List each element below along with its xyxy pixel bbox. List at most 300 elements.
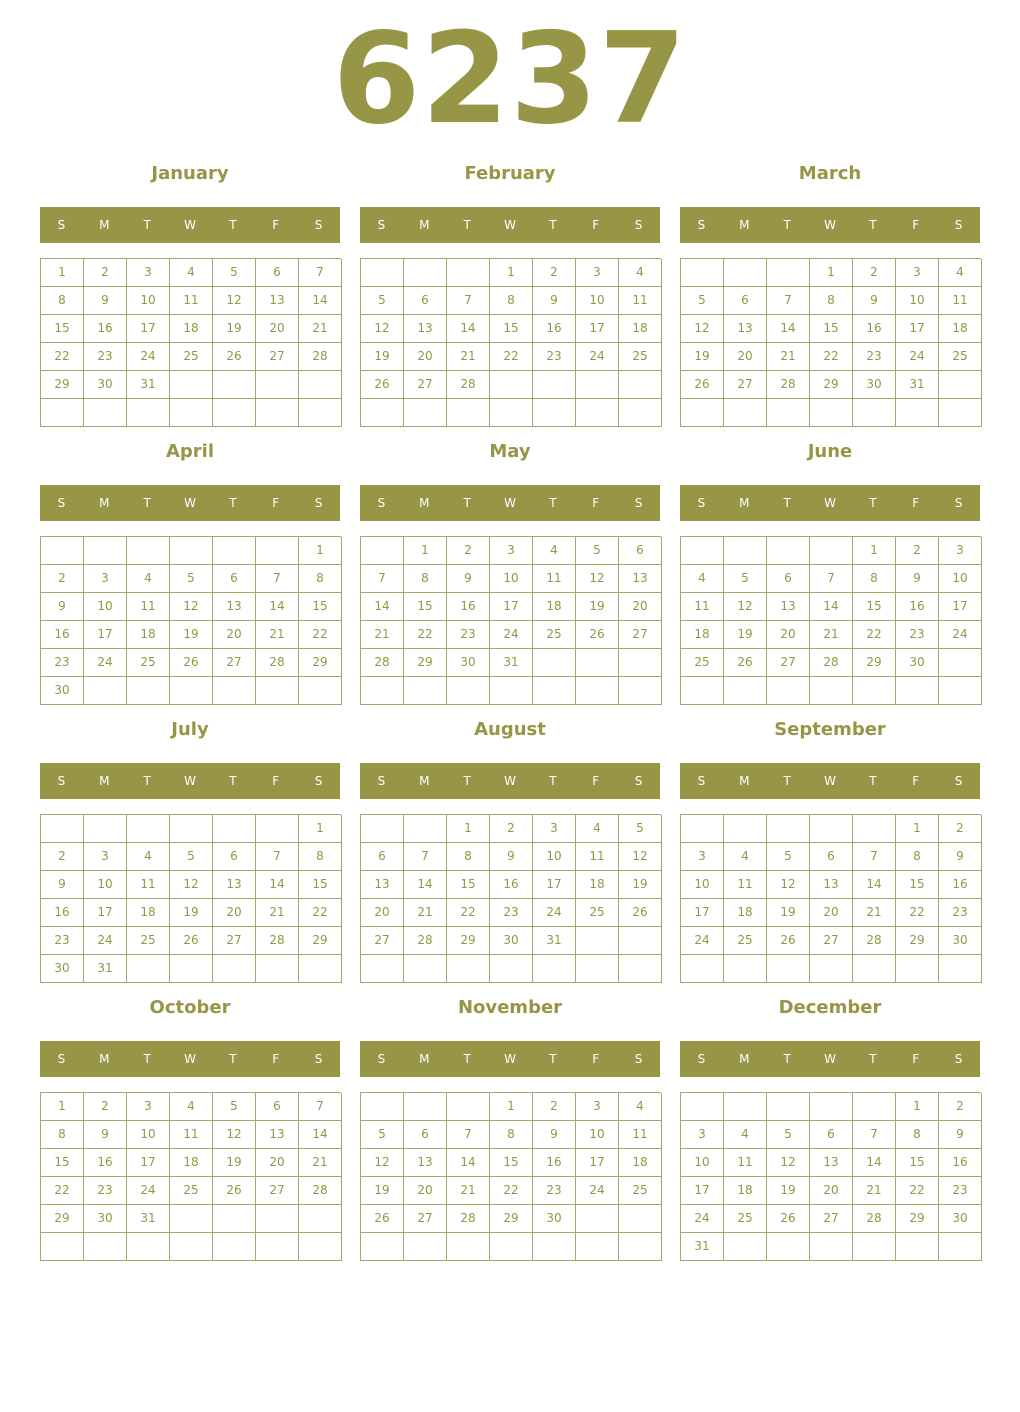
empty-day-cell [127,677,170,705]
empty-day-cell [170,815,213,843]
day-cell: 18 [127,899,170,927]
day-cell: 31 [681,1233,724,1261]
day-cell: 10 [127,1121,170,1149]
day-cell: 27 [724,371,767,399]
empty-day-cell [404,399,447,427]
day-cell: 26 [681,371,724,399]
month-name: November [457,997,563,1018]
day-cell: 24 [84,649,127,677]
day-cell: 10 [681,1149,724,1177]
month-name: August [474,719,546,740]
empty-day-cell [767,677,810,705]
day-cell: 4 [939,259,982,287]
empty-day-cell [939,649,982,677]
day-cell: 11 [533,565,576,593]
day-cell: 2 [84,1093,127,1121]
weekday-header [360,485,660,521]
weekday-label: S [697,1052,706,1066]
empty-day-cell [810,1093,853,1121]
day-cell: 27 [619,621,662,649]
empty-day-cell [724,955,767,983]
day-cell: 7 [767,287,810,315]
empty-day-cell [256,1233,299,1261]
day-cell: 30 [41,677,84,705]
day-cell: 13 [404,1149,447,1177]
empty-day-cell [213,537,256,565]
day-cell: 8 [41,1121,84,1149]
day-cell: 22 [41,343,84,371]
weekday-label: S [57,1052,66,1066]
day-cell: 14 [299,287,342,315]
empty-day-cell [84,1233,127,1261]
empty-day-cell [361,537,404,565]
day-cell: 11 [127,593,170,621]
day-cell: 20 [810,1177,853,1205]
empty-day-cell [767,815,810,843]
month-name: September [774,719,886,740]
empty-day-cell [170,1233,213,1261]
weekday-label: T [869,774,877,788]
day-cell: 19 [724,621,767,649]
day-cell: 20 [213,899,256,927]
day-cell: 21 [256,899,299,927]
day-cell: 26 [170,649,213,677]
empty-day-cell [681,955,724,983]
day-grid [40,258,341,427]
day-cell: 17 [84,621,127,649]
day-cell: 12 [170,871,213,899]
day-grid [360,258,661,427]
day-cell: 9 [533,1121,576,1149]
empty-day-cell [84,537,127,565]
weekday-label: W [184,1052,196,1066]
weekday-label: T [783,774,791,788]
day-cell: 16 [84,1149,127,1177]
day-cell: 8 [896,843,939,871]
day-cell: 7 [447,1121,490,1149]
weekday-label: T [869,1052,877,1066]
empty-day-cell [213,1205,256,1233]
day-cell: 23 [490,899,533,927]
day-cell: 2 [939,815,982,843]
day-cell: 28 [299,1177,342,1205]
day-cell: 20 [724,343,767,371]
empty-day-cell [939,677,982,705]
empty-day-cell [127,1233,170,1261]
empty-day-cell [619,371,662,399]
day-cell: 9 [853,287,896,315]
weekday-label: F [592,496,600,510]
empty-day-cell [576,677,619,705]
day-cell: 17 [896,315,939,343]
day-cell: 17 [490,593,533,621]
day-cell: 22 [447,899,490,927]
empty-day-cell [361,677,404,705]
weekday-label: S [57,218,66,232]
empty-day-cell [767,1093,810,1121]
day-cell: 26 [361,1205,404,1233]
empty-day-cell [256,955,299,983]
weekday-label: S [377,1052,386,1066]
day-cell: 14 [256,871,299,899]
day-cell: 13 [810,871,853,899]
day-cell: 30 [84,1205,127,1233]
day-cell: 15 [810,315,853,343]
weekday-label: W [184,774,196,788]
weekday-header [40,207,340,243]
day-cell: 9 [896,565,939,593]
weekday-label: M [419,774,430,788]
day-cell: 18 [127,621,170,649]
day-cell: 12 [619,843,662,871]
day-cell: 12 [361,315,404,343]
day-cell: 3 [84,565,127,593]
day-cell: 5 [576,537,619,565]
day-cell: 31 [127,1205,170,1233]
empty-day-cell [939,955,982,983]
day-cell: 4 [127,843,170,871]
day-cell: 18 [170,315,213,343]
weekday-header [680,1041,980,1077]
day-cell: 17 [681,1177,724,1205]
empty-day-cell [576,1233,619,1261]
month-name: May [489,441,531,462]
day-grid [680,814,981,983]
empty-day-cell [490,1233,533,1261]
day-cell: 14 [810,593,853,621]
weekday-header [360,207,660,243]
weekday-label: S [697,218,706,232]
day-cell: 3 [681,1121,724,1149]
weekday-label: M [739,774,750,788]
day-cell: 25 [576,899,619,927]
empty-day-cell [84,399,127,427]
day-cell: 12 [361,1149,404,1177]
day-cell: 16 [41,899,84,927]
day-cell: 25 [619,343,662,371]
day-cell: 17 [84,899,127,927]
empty-day-cell [576,371,619,399]
empty-day-cell [299,1205,342,1233]
month-name: January [151,163,229,184]
day-cell: 10 [533,843,576,871]
weekday-label: F [592,1052,600,1066]
day-cell: 3 [490,537,533,565]
weekday-label: S [634,774,643,788]
day-cell: 16 [447,593,490,621]
day-cell: 24 [127,1177,170,1205]
day-cell: 19 [170,621,213,649]
day-cell: 11 [724,1149,767,1177]
empty-day-cell [939,371,982,399]
day-cell: 19 [767,899,810,927]
day-cell: 5 [767,1121,810,1149]
weekday-header [40,763,340,799]
empty-day-cell [41,1233,84,1261]
day-cell: 28 [256,649,299,677]
day-cell: 5 [724,565,767,593]
day-cell: 17 [533,871,576,899]
empty-day-cell [681,1093,724,1121]
day-cell: 15 [447,871,490,899]
day-cell: 1 [41,1093,84,1121]
empty-day-cell [619,1205,662,1233]
empty-day-cell [724,815,767,843]
day-cell: 22 [896,1177,939,1205]
empty-day-cell [619,1233,662,1261]
empty-day-cell [810,815,853,843]
empty-day-cell [447,677,490,705]
weekday-header [360,1041,660,1077]
weekday-label: S [57,496,66,510]
day-cell: 17 [576,1149,619,1177]
day-cell: 3 [939,537,982,565]
day-cell: 23 [533,343,576,371]
day-cell: 20 [213,621,256,649]
day-cell: 10 [84,593,127,621]
empty-day-cell [810,955,853,983]
day-cell: 18 [533,593,576,621]
day-cell: 11 [127,871,170,899]
day-cell: 22 [810,343,853,371]
weekday-label: M [739,1052,750,1066]
weekday-label: S [57,774,66,788]
day-cell: 25 [724,927,767,955]
day-cell: 21 [447,1177,490,1205]
day-cell: 20 [767,621,810,649]
day-cell: 6 [810,1121,853,1149]
empty-day-cell [681,677,724,705]
weekday-label: T [783,1052,791,1066]
weekday-label: T [783,218,791,232]
weekday-label: T [229,774,237,788]
day-cell: 17 [681,899,724,927]
weekday-label: W [824,1052,836,1066]
empty-day-cell [810,537,853,565]
empty-day-cell [170,371,213,399]
empty-day-cell [213,815,256,843]
month-name: December [778,997,882,1018]
day-cell: 23 [896,621,939,649]
empty-day-cell [41,399,84,427]
empty-day-cell [853,1093,896,1121]
empty-day-cell [724,399,767,427]
day-cell: 28 [767,371,810,399]
day-cell: 28 [361,649,404,677]
day-cell: 16 [490,871,533,899]
empty-day-cell [170,1205,213,1233]
weekday-label: S [954,1052,963,1066]
day-cell: 2 [853,259,896,287]
empty-day-cell [681,537,724,565]
day-cell: 8 [896,1121,939,1149]
day-cell: 13 [724,315,767,343]
day-cell: 30 [939,1205,982,1233]
empty-day-cell [256,371,299,399]
day-grid [360,1092,661,1261]
day-cell: 16 [939,871,982,899]
weekday-label: W [824,218,836,232]
day-cell: 7 [404,843,447,871]
day-cell: 25 [127,649,170,677]
day-cell: 29 [896,927,939,955]
weekday-label: W [184,496,196,510]
day-grid [680,1092,981,1261]
weekday-label: W [504,1052,516,1066]
empty-day-cell [404,677,447,705]
day-cell: 8 [490,287,533,315]
day-cell: 15 [490,315,533,343]
weekday-header [40,485,340,521]
empty-day-cell [939,399,982,427]
empty-day-cell [213,371,256,399]
empty-day-cell [404,955,447,983]
weekday-label: T [783,496,791,510]
day-grid [680,258,981,427]
empty-day-cell [724,537,767,565]
empty-day-cell [127,955,170,983]
day-cell: 4 [170,259,213,287]
day-cell: 15 [299,593,342,621]
month-name: March [798,163,862,184]
day-cell: 28 [447,1205,490,1233]
empty-day-cell [619,399,662,427]
day-cell: 22 [896,899,939,927]
day-cell: 2 [490,815,533,843]
day-cell: 18 [681,621,724,649]
day-cell: 1 [853,537,896,565]
day-cell: 28 [810,649,853,677]
day-grid [360,536,661,705]
day-cell: 24 [84,927,127,955]
day-cell: 21 [810,621,853,649]
day-cell: 9 [447,565,490,593]
day-cell: 29 [41,1205,84,1233]
day-cell: 5 [170,843,213,871]
empty-day-cell [490,399,533,427]
empty-day-cell [896,399,939,427]
weekday-label: S [377,774,386,788]
empty-day-cell [170,677,213,705]
day-cell: 12 [724,593,767,621]
month-name: April [165,441,215,462]
empty-day-cell [256,1205,299,1233]
day-cell: 8 [447,843,490,871]
day-cell: 24 [681,1205,724,1233]
day-cell: 16 [939,1149,982,1177]
empty-day-cell [490,371,533,399]
day-cell: 16 [896,593,939,621]
day-cell: 17 [939,593,982,621]
empty-day-cell [84,677,127,705]
day-cell: 9 [533,287,576,315]
weekday-label: W [824,496,836,510]
empty-day-cell [767,955,810,983]
day-cell: 26 [724,649,767,677]
day-cell: 22 [299,621,342,649]
empty-day-cell [127,815,170,843]
day-cell: 14 [767,315,810,343]
day-cell: 3 [681,843,724,871]
day-cell: 25 [170,343,213,371]
day-cell: 15 [896,1149,939,1177]
weekday-label: T [229,218,237,232]
empty-day-cell [619,955,662,983]
weekday-label: F [912,218,920,232]
day-cell: 30 [533,1205,576,1233]
day-cell: 8 [404,565,447,593]
weekday-label: T [463,496,471,510]
empty-day-cell [810,1233,853,1261]
day-cell: 4 [681,565,724,593]
empty-day-cell [447,399,490,427]
day-cell: 12 [576,565,619,593]
day-cell: 20 [256,315,299,343]
day-cell: 18 [939,315,982,343]
empty-day-cell [404,1093,447,1121]
day-cell: 3 [576,259,619,287]
day-cell: 11 [619,1121,662,1149]
day-cell: 16 [533,315,576,343]
day-cell: 21 [299,315,342,343]
day-cell: 29 [299,649,342,677]
day-cell: 1 [490,259,533,287]
day-cell: 22 [490,1177,533,1205]
day-cell: 15 [299,871,342,899]
empty-day-cell [361,955,404,983]
day-cell: 4 [619,259,662,287]
day-cell: 31 [896,371,939,399]
day-cell: 11 [619,287,662,315]
empty-day-cell [896,677,939,705]
day-cell: 14 [853,871,896,899]
day-cell: 15 [41,315,84,343]
month-name: June [807,441,853,462]
day-cell: 23 [41,927,84,955]
weekday-label: S [634,496,643,510]
day-cell: 29 [810,371,853,399]
day-cell: 19 [170,899,213,927]
day-cell: 21 [853,1177,896,1205]
empty-day-cell [681,259,724,287]
weekday-label: M [419,1052,430,1066]
day-cell: 1 [299,537,342,565]
day-cell: 31 [84,955,127,983]
empty-day-cell [853,1233,896,1261]
day-cell: 26 [361,371,404,399]
day-cell: 29 [853,649,896,677]
day-cell: 18 [619,315,662,343]
day-cell: 30 [896,649,939,677]
day-cell: 25 [681,649,724,677]
weekday-label: T [143,774,151,788]
day-cell: 6 [404,1121,447,1149]
day-cell: 2 [41,565,84,593]
day-cell: 13 [361,871,404,899]
day-cell: 16 [853,315,896,343]
day-cell: 27 [404,371,447,399]
day-cell: 1 [490,1093,533,1121]
day-cell: 28 [256,927,299,955]
day-cell: 29 [404,649,447,677]
weekday-header [360,763,660,799]
day-cell: 30 [490,927,533,955]
day-cell: 19 [681,343,724,371]
empty-day-cell [256,677,299,705]
day-cell: 9 [41,593,84,621]
day-cell: 28 [853,927,896,955]
day-cell: 31 [490,649,533,677]
